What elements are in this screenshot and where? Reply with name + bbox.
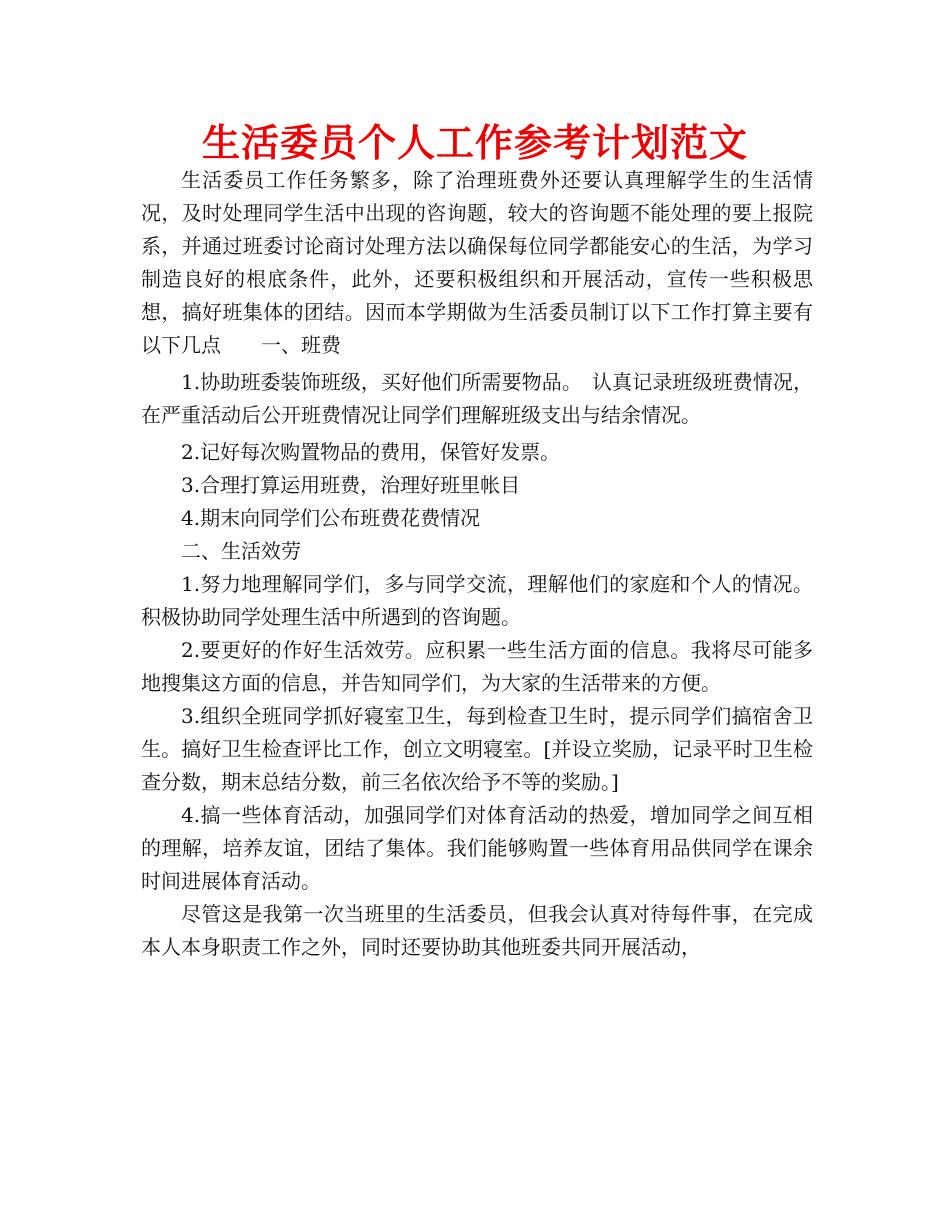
- paragraph-fee-4: 4.期末向同学们公布班费花费情况: [181, 506, 481, 530]
- paragraph-service-4: 4.搞一些体育活动，加强同学们对体育活动的热爱，增加同学之间互相的理解，培养友谊，团结了集体。我们能够购置一些体育用品供同学在课余时间进展体育活动。: [141, 803, 813, 893]
- paragraph-service-3: 3.组织全班同学抓好寝室卫生，每到检查卫生时，提示同学们搞宿舍卫生。搞好卫生检查评比工作，创立文明寝室。[并设立奖励，记录平时卫生检查分数，期末总结分数，前三名依次给予不等的奖励。]: [141, 704, 813, 794]
- paragraph-closing: 尽管这是我第一次当班里的生活委员，但我会认真对待每件事，在完成本人本身职责工作之外，同时还要协助其他班委共同开展活动，: [141, 902, 813, 959]
- section-heading-life-service: 二、生活效劳: [181, 539, 301, 563]
- paragraph-service-1: 1.努力地理解同学们，多与同学交流，理解他们的家庭和个人的情况。积极协助同学处理生活中所遇到的咨询题。: [141, 572, 813, 629]
- document-body: [141, 164, 813, 964]
- paragraph-service-2: 2.要更好的作好生活效劳。应积累一些生活方面的信息。我将尽可能多地搜集这方面的信息，并告知同学们，为大家的生活带来的方便。: [141, 638, 813, 695]
- document-title: 生活委员个人工作参考计划范文: [201, 121, 748, 165]
- paragraph-intro: 生活委员工作任务繁多，除了治理班费外还要认真理解学生的生活情况，及时处理同学生活中出现的咨询题，较大的咨询题不能处理的要上报院系，并通过班委讨论商讨处理方法以确保每位同学都能安心的生活，为学习制造良好的根底条件，此外，还要积极组织和开展活动，宣传一些积极思想，搞好班集体的团结。因而本学期做为生活委员制订以下工作打算主要有以下几点 一、班费: [141, 168, 813, 357]
- paragraph-fee-2: 2.记好每次购置物品的费用，保管好发票。: [181, 440, 561, 464]
- paragraph-fee-3: 3.合理打算运用班费，治理好班里帐目: [181, 473, 521, 497]
- paragraph-fee-1: 1.协助班委装饰班级，买好他们所需要物品。 认真记录班级班费情况，在严重活动后公开班费情况让同学们理解班级支出与结余情况。: [141, 370, 813, 427]
